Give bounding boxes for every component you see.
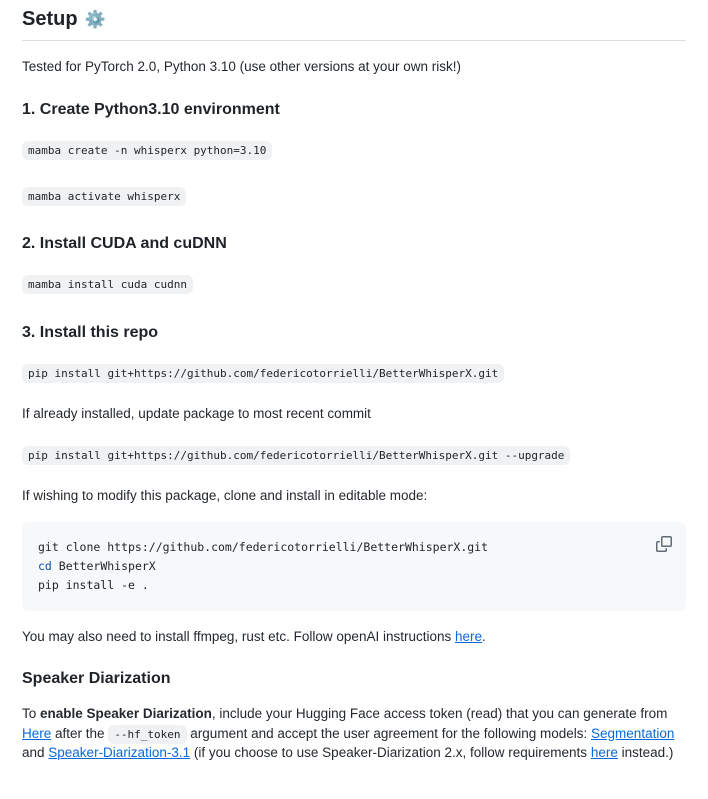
ffmpeg-note xyxy=(22,627,686,647)
step1-heading: 1. Create Python3.10 environment xyxy=(22,100,280,118)
inline-code-pip-install: pip install git+https://github.com/federicotorrielli/BetterWhisperX.git xyxy=(22,364,504,383)
diarization-text-7: instead.) xyxy=(617,745,674,761)
ffmpeg-note-period: . xyxy=(482,628,486,644)
code-line-install-cuda xyxy=(22,269,686,299)
diarization-text-4: argument and accept the user agreement for the following models: xyxy=(186,725,592,741)
code-line-pip-editable: pip install -e . xyxy=(38,577,149,592)
copy-button[interactable] xyxy=(650,530,678,558)
ffmpeg-note-text: You may also need to install ffmpeg, rust etc. Follow openAI instructions xyxy=(22,628,455,644)
hf-token-generate-link[interactable]: Here xyxy=(22,725,52,741)
inline-code-mamba-install: mamba install cuda cudnn xyxy=(22,275,193,294)
code-cd-arg: BetterWhisperX xyxy=(51,558,156,573)
diarization-2x-requirements-link[interactable]: here xyxy=(590,745,618,761)
code-line-activate-env xyxy=(22,181,686,211)
update-note: If already installed, update package to most recent commit xyxy=(22,406,371,422)
openai-instructions-link[interactable]: here xyxy=(454,628,483,644)
code-line-create-env xyxy=(22,135,686,165)
diarization-text-6: (if you choose to use Speaker-Diarization 2.x, follow requirements xyxy=(190,745,591,761)
diarization-text-1: To xyxy=(22,706,41,722)
step3-heading: 3. Install this repo xyxy=(22,323,159,341)
code-line-pip-install xyxy=(22,358,686,388)
diarization-heading: Speaker Diarization xyxy=(22,670,171,688)
speaker-diarization-model-link[interactable]: Speaker-Diarization-3.1 xyxy=(48,745,191,761)
copy-icon xyxy=(656,536,672,552)
setup-heading xyxy=(22,8,686,41)
gear-icon: ⚙️ xyxy=(84,10,106,29)
segmentation-model-link[interactable]: Segmentation xyxy=(591,725,675,741)
diarization-bold-text: enable Speaker Diarization xyxy=(40,706,212,722)
setup-heading-text: Setup xyxy=(22,8,78,30)
diarization-text-3: after the xyxy=(51,725,109,741)
code-line-git-clone: git clone https://github.com/federicotorrielli/BetterWhisperX.git xyxy=(38,539,489,554)
diarization-text-5: and xyxy=(22,745,49,761)
inline-code-hf-token: --hf_token xyxy=(108,725,186,744)
clone-code-text xyxy=(38,538,670,595)
diarization-paragraph xyxy=(22,704,686,763)
step2-heading: 2. Install CUDA and cuDNN xyxy=(22,235,227,253)
editable-note: If wishing to modify this package, clone and install in editable mode: xyxy=(22,488,428,504)
intro-text: Tested for PyTorch 2.0, Python 3.10 (use other versions at your own risk!) xyxy=(22,59,461,74)
code-line-pip-upgrade xyxy=(22,440,686,470)
clone-code-block xyxy=(22,522,686,611)
inline-code-pip-upgrade: pip install git+https://github.com/federicotorrielli/BetterWhisperX.git --upgrade xyxy=(22,446,570,465)
inline-code-mamba-create: mamba create -n whisperx python=3.10 xyxy=(22,141,272,160)
code-cd-builtin: cd xyxy=(38,558,52,573)
diarization-text-2: , include your Hugging Face access token (read) that you can generate from xyxy=(211,706,668,722)
inline-code-mamba-activate: mamba activate whisperx xyxy=(22,187,186,206)
